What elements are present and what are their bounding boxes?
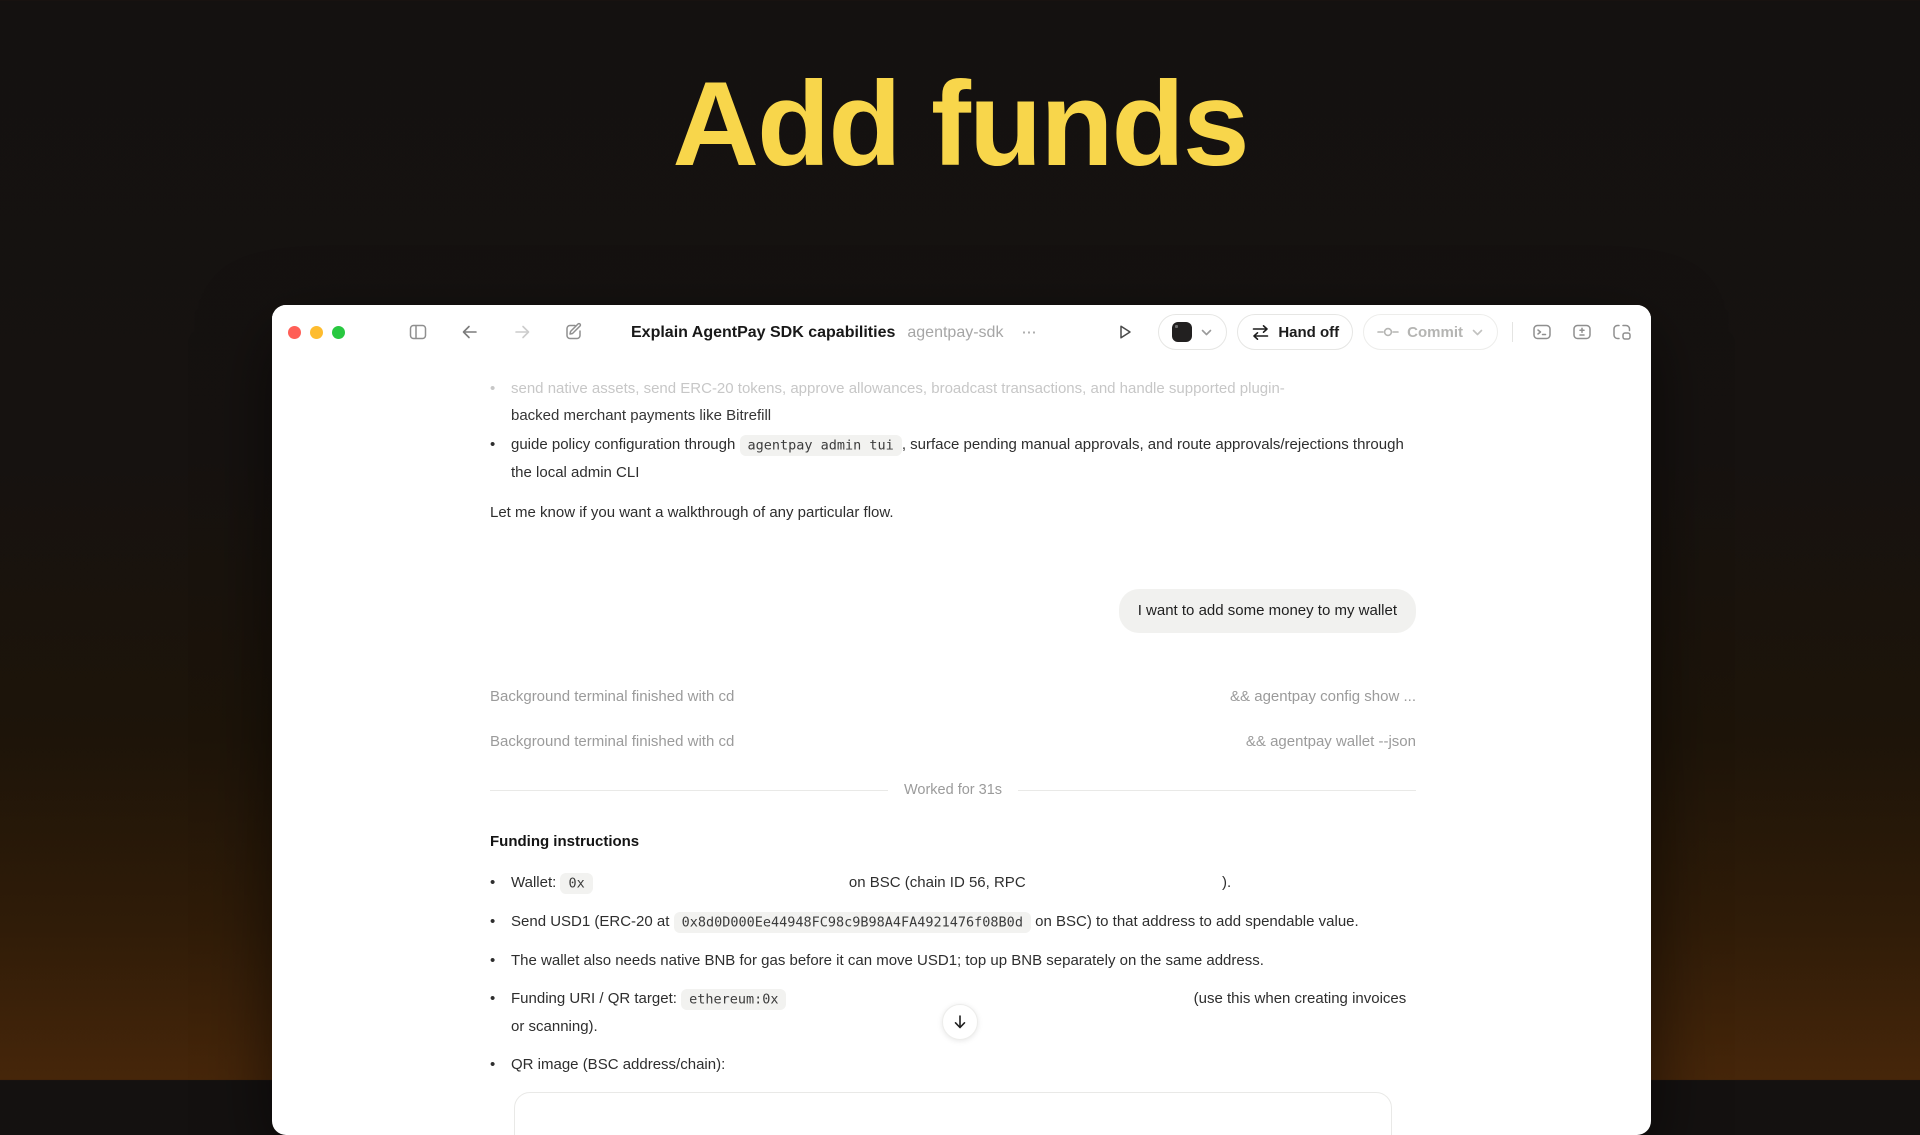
assistant-closing-line: Let me know if you want a walkthrough of any particular flow. bbox=[490, 504, 894, 521]
usd1-post-text: on BSC) to that address to add spendable value. bbox=[1035, 913, 1359, 930]
window-titlebar bbox=[272, 305, 1651, 359]
worked-for-divider bbox=[490, 782, 1416, 798]
funding-bullet-bnb: • The wallet also needs native BNB for gas before it can move USD1; top up BNB separately on the same address. bbox=[490, 947, 1416, 974]
redacted-wallet-address bbox=[593, 877, 845, 887]
qr-label-text: QR image (BSC address/chain): bbox=[511, 1056, 726, 1073]
uri-post-text: (use this when creating invoices or scanning). bbox=[511, 990, 1407, 1035]
redacted-rpc-url bbox=[1030, 877, 1218, 887]
model-selector[interactable] bbox=[1158, 314, 1227, 350]
bullet-text-pre: guide policy configuration through bbox=[511, 436, 736, 453]
wallet-mid-text: on BSC (chain ID 56, RPC bbox=[848, 874, 1026, 891]
page-title: Add funds bbox=[672, 57, 1248, 191]
forward-arrow-icon bbox=[512, 322, 532, 342]
bullet-text-post: , surface pending manual approvals, and route approvals/rejections through the local admin CLI bbox=[511, 436, 1404, 481]
sidebar-icon bbox=[408, 322, 428, 342]
compose-icon bbox=[564, 322, 584, 342]
terminal-event-row[interactable] bbox=[490, 688, 1416, 705]
back-button[interactable] bbox=[455, 317, 485, 347]
worked-for-label: Worked for 31s bbox=[903, 782, 1003, 798]
model-swatch-icon bbox=[1172, 322, 1192, 342]
commit-button[interactable] bbox=[1363, 314, 1498, 350]
workspace-name: agentpay-sdk bbox=[907, 323, 1004, 341]
play-icon bbox=[1116, 323, 1134, 341]
traffic-lights bbox=[288, 326, 345, 339]
handoff-arrows-icon bbox=[1251, 324, 1270, 341]
terminal-event-left: Background terminal finished with cd bbox=[490, 733, 735, 750]
forward-button[interactable] bbox=[507, 317, 537, 347]
inline-code-usd1-contract: 0x8d0D000Ee44948FC98c9B98A4FA4921476f08B0d bbox=[674, 912, 1031, 933]
chevron-down-icon bbox=[1471, 326, 1484, 339]
arrow-down-icon bbox=[951, 1013, 969, 1031]
zoom-window-button[interactable] bbox=[332, 326, 345, 339]
diff-changes-button[interactable] bbox=[1567, 317, 1597, 347]
terminal-event-right: && agentpay config show ... bbox=[1230, 688, 1416, 705]
inline-code-wallet-address: 0x bbox=[560, 873, 592, 894]
picture-in-picture-icon bbox=[1611, 321, 1633, 343]
uri-pre-text: Funding URI / QR target: bbox=[511, 990, 677, 1007]
wallet-end-text: ). bbox=[1222, 874, 1232, 891]
plus-minus-diff-icon bbox=[1571, 321, 1593, 343]
terminal-event-left: Background terminal finished with cd bbox=[490, 688, 735, 705]
sidebar-toggle-button[interactable] bbox=[403, 317, 433, 347]
new-chat-button[interactable] bbox=[559, 317, 589, 347]
terminal-panel-button[interactable] bbox=[1527, 317, 1557, 347]
terminal-icon bbox=[1531, 321, 1553, 343]
commit-icon bbox=[1377, 325, 1399, 339]
more-options-button[interactable]: ⋯ bbox=[1021, 323, 1038, 341]
funding-bullet-wallet: • Wallet: 0x on BSC (chain ID 56, RPC ). bbox=[490, 869, 1416, 897]
minimize-window-button[interactable] bbox=[310, 326, 323, 339]
bullet-line: backed merchant payments like Bitrefill bbox=[511, 407, 772, 424]
back-arrow-icon bbox=[460, 322, 480, 342]
commit-label: Commit bbox=[1407, 323, 1463, 341]
terminal-event-right: && agentpay wallet --json bbox=[1245, 733, 1416, 750]
open-in-new-window-button[interactable] bbox=[1607, 317, 1637, 347]
bnb-text: The wallet also needs native BNB for gas before it can move USD1; top up BNB separately on the same address. bbox=[511, 952, 1264, 969]
inline-code-funding-uri: ethereum:0x bbox=[681, 989, 786, 1010]
funding-bullet-uri: • Funding URI / QR target: ethereum:0x (use this when creating invoices or scanning). bbox=[490, 990, 1407, 1035]
usd1-pre-text: Send USD1 (ERC-20 at bbox=[511, 913, 670, 930]
hand-off-button[interactable] bbox=[1237, 314, 1353, 350]
conversation-title: Explain AgentPay SDK capabilities bbox=[631, 323, 896, 341]
run-button[interactable] bbox=[1110, 317, 1140, 347]
assistant-bullet-policy: • guide policy configuration through agentpay admin tui , surface pending manual approvals, and route approvals/rejections through the local admin CLI bbox=[490, 436, 1404, 481]
close-window-button[interactable] bbox=[288, 326, 301, 339]
conversation-title-group[interactable] bbox=[631, 323, 1037, 342]
funding-instructions-heading: Funding instructions bbox=[490, 833, 640, 850]
funding-bullet-usd1: • Send USD1 (ERC-20 at 0x8d0D000Ee44948FC98c9B98A4FA4921476f08B0d on BSC) to that address to add spendable value. bbox=[490, 908, 1416, 936]
qr-image-card bbox=[514, 1092, 1392, 1135]
bullet-faded-line: send native assets, send ERC-20 tokens, approve allowances, broadcast transactions, and handle supported plugin- bbox=[511, 380, 1285, 397]
user-message-bubble: I want to add some money to my wallet bbox=[1119, 589, 1416, 633]
chevron-down-icon bbox=[1200, 326, 1213, 339]
terminal-event-row[interactable] bbox=[490, 733, 1416, 750]
hand-off-label: Hand off bbox=[1278, 323, 1340, 341]
inline-code-admin-tui: agentpay admin tui bbox=[740, 435, 902, 456]
wallet-label: Wallet: bbox=[511, 874, 557, 891]
funding-bullet-qr: • QR image (BSC address/chain): bbox=[490, 1051, 1416, 1078]
assistant-bullet-capabilities: • send native assets, send ERC-20 tokens, approve allowances, broadcast transactions, and handle supported plugin- backed merchant payments like Bitrefill bbox=[490, 375, 1416, 429]
scroll-to-bottom-button[interactable] bbox=[942, 1004, 978, 1040]
toolbar-divider bbox=[1512, 322, 1513, 342]
app-window bbox=[272, 305, 1651, 1135]
redacted-funding-uri bbox=[786, 993, 1189, 1003]
